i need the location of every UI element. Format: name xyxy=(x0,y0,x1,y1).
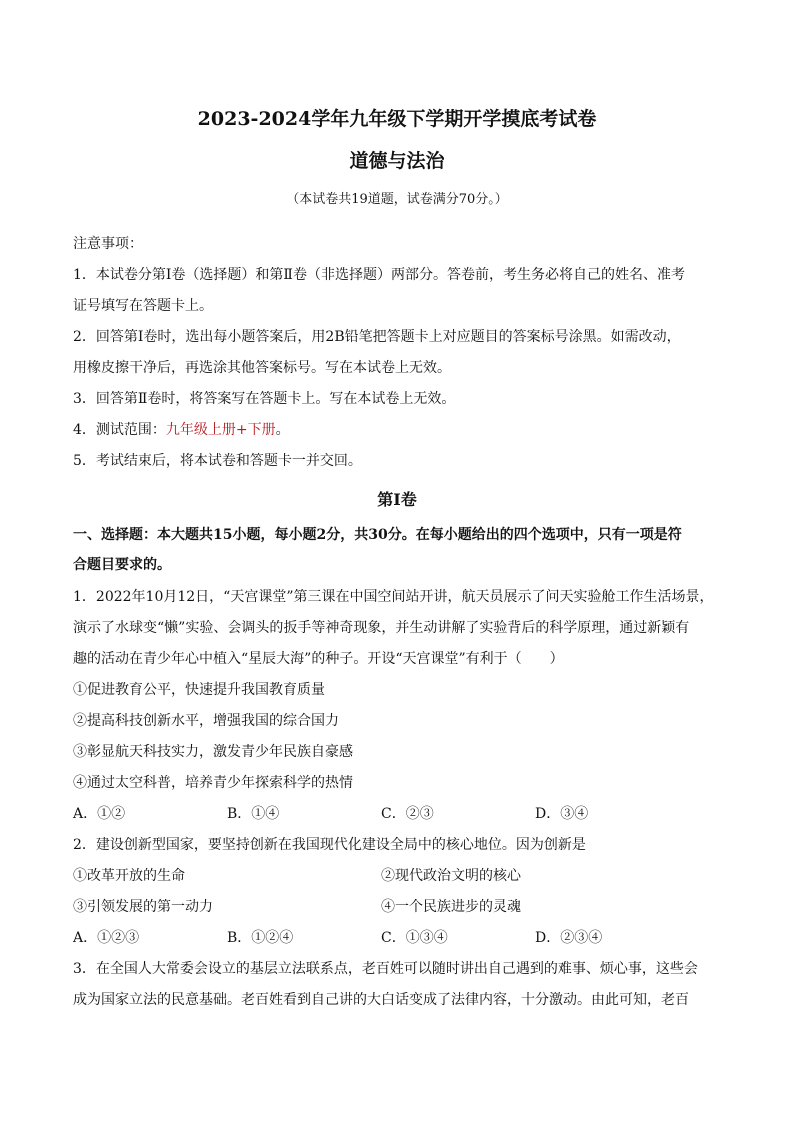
q2-option-b: B．①②④ xyxy=(227,930,294,946)
q2-option-d: D．②③④ xyxy=(535,930,603,946)
notice-item-4-suffix: 。 xyxy=(275,422,290,438)
q1-statement-4: ④通过太空科普，培养青少年探索科学的热情 xyxy=(73,775,353,791)
exam-note: （本试卷共19道题，试卷满分70分。） xyxy=(286,192,508,207)
section-intro-line-1: 一、选择题：本大题共15小题，每小题2分，共30分。在每小题给出的四个选项中，只有一项是符 xyxy=(73,527,682,543)
notice-item-2-line-2: 用橡皮擦干净后，再选涂其他答案标号。写在本试卷上无效。 xyxy=(73,360,451,376)
q1-stem-line-2: 演示了水球变“懒”实验、会调头的扳手等神奇现象，并生动讲解了实验背后的科学原理，通过新颖有 xyxy=(73,620,690,636)
subject-title: 道德与法治 xyxy=(349,150,445,172)
q2-stem-line-1: 2．建设创新型国家，要坚持创新在我国现代化建设全局中的核心地位。因为创新是 xyxy=(73,837,586,853)
section-title: 第Ⅰ卷 xyxy=(377,490,417,509)
q3-stem-line-2: 成为国家立法的民意基础。老百姓看到自己讲的大白话变成了法律内容，十分激动。由此可知，老百 xyxy=(73,992,689,1008)
notice-item-3: 3．回答第Ⅱ卷时，将答案写在答题卡上。写在本试卷上无效。 xyxy=(73,391,456,407)
q2-statement-2: ②现代政治文明的核心 xyxy=(381,868,521,884)
q1-stem-line-3: 趣的活动在青少年心中植入“星辰大海”的种子。开设“天宫课堂”有利于（ ） xyxy=(73,651,564,667)
q2-option-a: A．①②③ xyxy=(73,930,140,946)
notice-item-5: 5．考试结束后，将本试卷和答题卡一并交回。 xyxy=(73,453,362,469)
q2-statement-3: ③引领发展的第一动力 xyxy=(73,899,213,915)
q2-statement-1: ①改革开放的生命 xyxy=(73,868,185,884)
q1-option-d: D．③④ xyxy=(535,806,589,822)
notice-heading: 注意事项： xyxy=(73,236,143,252)
notice-item-1-line-2: 证号填写在答题卡上。 xyxy=(73,298,213,314)
notice-item-2-line-1: 2．回答第Ⅰ卷时，选出每小题答案后，用2B铅笔把答题卡上对应题目的答案标号涂黑。如需改动， xyxy=(73,329,681,345)
notice-item-1-line-1: 1．本试卷分第Ⅰ卷（选择题）和第Ⅱ卷（非选择题）两部分。答卷前，考生务必将自己的姓名、准考 xyxy=(73,267,685,283)
q2-statement-4: ④一个民族进步的灵魂 xyxy=(381,899,521,915)
q1-statement-1: ①促进教育公平，快速提升我国教育质量 xyxy=(73,682,325,698)
notice-item-4 xyxy=(73,420,723,440)
q3-stem-line-1: 3．在全国人大常委会设立的基层立法联系点，老百姓可以随时讲出自己遇到的难事、烦心事，这些会 xyxy=(73,961,698,977)
q1-statement-3: ③彰显航天科技实力，激发青少年民族自豪感 xyxy=(73,744,353,760)
exam-title: 2023-2024学年九年级下学期开学摸底考试卷 xyxy=(197,108,597,130)
q1-option-b: B．①④ xyxy=(227,806,280,822)
test-range: 九年级上册+下册 xyxy=(165,422,276,438)
q1-option-a: A．①② xyxy=(73,806,126,822)
q1-option-c: C．②③ xyxy=(381,806,434,822)
section-intro-line-2: 合题目要求的。 xyxy=(73,557,171,573)
q2-option-c: C．①③④ xyxy=(381,930,448,946)
q1-statement-2: ②提高科技创新水平，增强我国的综合国力 xyxy=(73,713,339,729)
notice-item-4-prefix: 4．测试范围： xyxy=(73,422,166,438)
q1-stem-line-1: 1．2022年10月12日，“天宫课堂”第三课在中国空间站开讲，航天员展示了问天实验舱工作生活场景， xyxy=(73,589,714,605)
